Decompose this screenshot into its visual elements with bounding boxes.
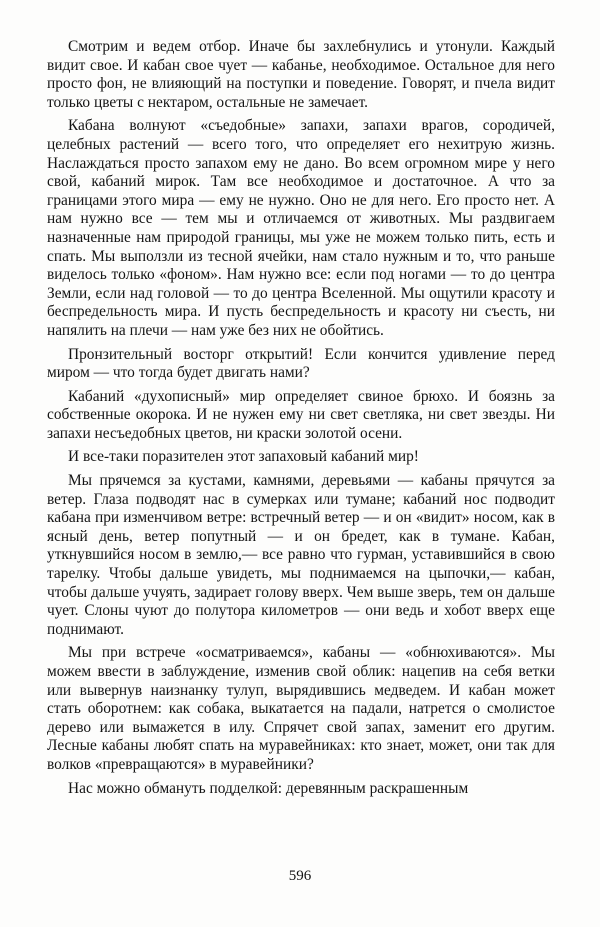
paragraph: Мы при встрече «осматриваемся», кабаны — «обнюхиваются». Мы можем ввести в заблуждение, изменив свой облик: нацепив на себя ветки или вывернув наизнанку тулуп, вырядившись медведем. И кабан может стать оборотнем: как собака, выкатается на падали, натрется о смолистое дерево или вымажется в илу. Спрячет свой запах, заменит его другим. Лесные кабаны любят спать на муравейниках: кто знает, может, они так для волков «превращаются» в муравейники? bbox=[47, 644, 555, 773]
paragraph: Нас можно обмануть подделкой: деревянным раскрашенным bbox=[68, 779, 469, 797]
paragraph: Смотрим и ведем отбор. Иначе бы захлебнулись и утонули. Каждый видит свое. И кабан свое чует — кабанье, необходимое. Остальное для него просто фон, не влияющий на поступки и поведение. Говорят, и пчела видит только цветы с нектаром, остальные не замечает. bbox=[47, 38, 555, 111]
paragraph: Пронзительный восторг открытий! Если кончится удивление перед миром — что тогда будет двигать нами? bbox=[47, 345, 555, 382]
paragraph: Кабана волнуют «съедобные» запахи, запахи врагов, сородичей, целебных растений — всего того, что определяет его нехитрую жизнь. Наслаждаться просто запахом ему не дано. Во всем огромном мире у него свой, кабаний мирок. Там все необходимое и достаточное. А что за границами этого мира — ему не нужно. Оно не для него. Его просто нет. А нам нужно все — тем мы и отличаемся от животных. Мы раздвигаем назначенные нам природой границы, мы уже не можем только пить, есть и спать. Мы выползли из тесной ячейки, нам стало нужным и то, что раньше виделось только «фоном». Нам нужно все: если под ногами — то до центра Земли, если над головой — то до центра Вселенной. Мы ощутили красоту и беспредельность мира. И пусть беспредельность и красоту ни съесть, ни напялить на плечи — нам уже без них не обойтись. bbox=[47, 117, 555, 339]
page-number: 596 bbox=[288, 868, 312, 884]
paragraph: Кабаний «духописный» мир определяет свиное брюхо. И боязнь за собственные окорока. И не нужен ему ни свет светляка, ни свет звезды. Ни запахи несъедобных цветов, ни краски золотой осени. bbox=[47, 387, 555, 442]
paragraph: И все-таки поразителен этот запаховый кабаний мир! bbox=[68, 448, 419, 466]
paragraph: Мы прячемся за кустами, камнями, деревьями — кабаны прячутся за ветер. Глаза подводят нас в сумерках или тумане; кабаний нос подводит кабана при изменчивом ветре: встречный ветер — и он «видит» носом, как в ясный день, ветер попутный — и он бредет, как в тумане. Кабан, уткнувшийся носом в землю,— все равно что гурман, уставившийся в свою тарелку. Чтобы дальше увидеть, мы поднимаемся на цыпочки,— кабан, чтобы дальше учуять, задирает голову вверх. Чем выше зверь, тем он дальше чует. Слоны чуют до полутора километров — они ведь и хобот вверх еще поднимают. bbox=[47, 472, 555, 638]
body-text bbox=[47, 38, 555, 798]
